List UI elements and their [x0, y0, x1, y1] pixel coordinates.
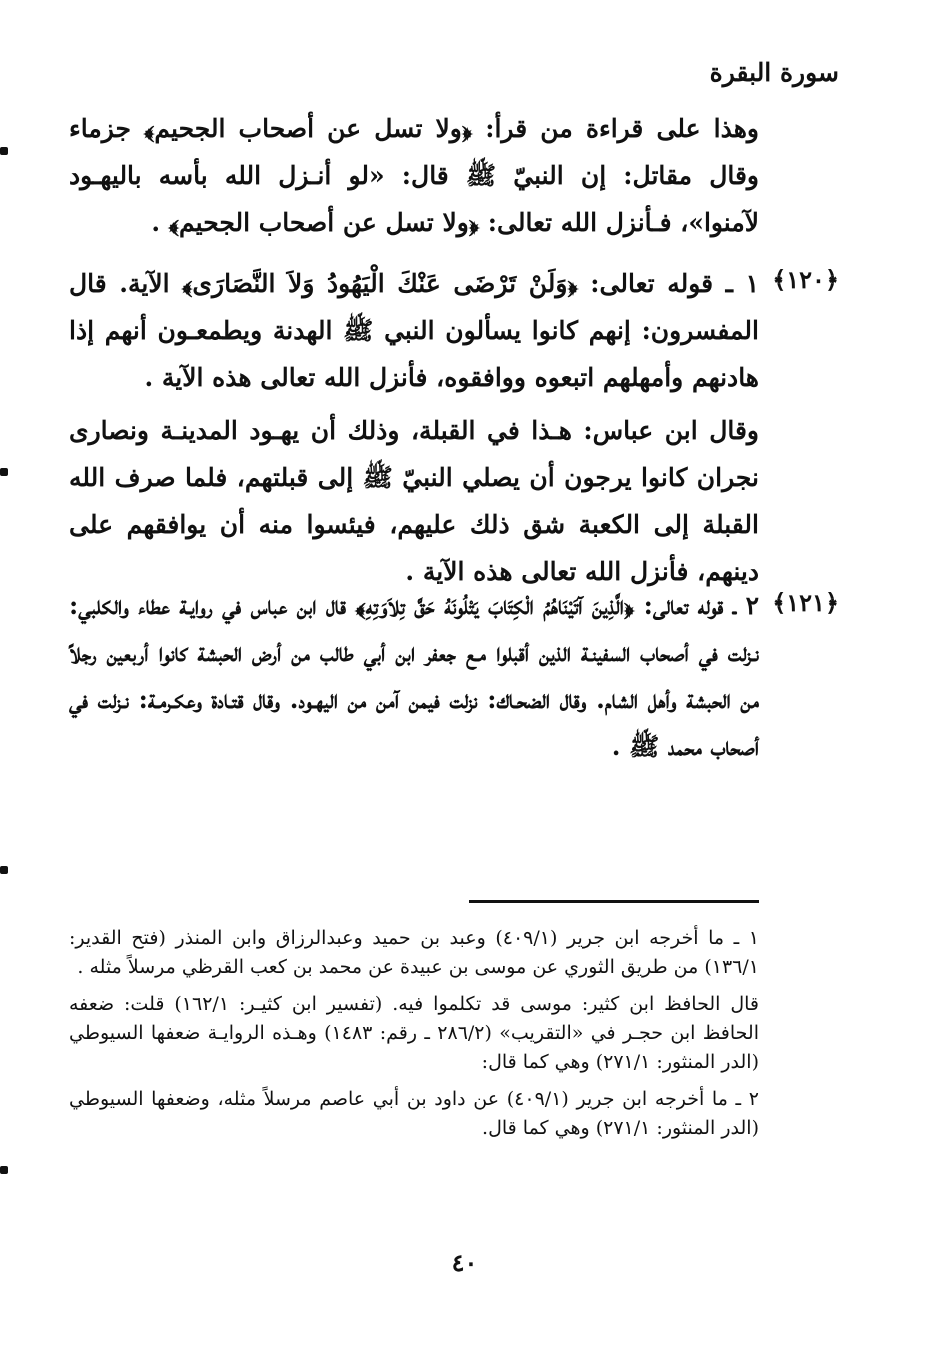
- footnote-divider: [469, 900, 759, 903]
- footnote: قال الحافظ ابن كثير: موسى قد تكلموا فيه. (تفسير ابن كثيـر: ١٦٢/١) قلت: ضعفه الحافظ ابن حجـر في «التقريب» (٢٨٦/٢ ـ رقم: ١٤٨٣) وهـذه الروايـة ضعفها السيوطي (الدر المنثور: ٢٧١/١) وهي كما قال:: [69, 993, 760, 1073]
- margin-mark: [0, 147, 8, 155]
- verse-paragraph: ٢ ـ قوله تعالى: ﴿الَّذِينَ آتَيْنَاهُمُ الْكِتَابَ يَتْلُونَهُ حَقَّ تِلاَوَتِهِ﴾ قال ابن عباس في روايـة عطاء والكلبي: نـزلت في أصحاب السفينـة الذين أقبلوا مـع جعفر ابن أبي طالب من أرض الحبشة كانوا أربعين رجلاً من الحبشة وأهل الشام. وقال الضحـاك: نزلت فيمن آمن من اليهـود. وقال قتـادة وعكـرمـة: نـزلت في أصحاب محمد ﷺ .: [69, 591, 759, 761]
- margin-mark: [0, 1166, 8, 1174]
- verse-number: ﴿١٢٠﴾: [772, 265, 839, 294]
- verse-paragraph: وقال ابن عباس: هـذا في القبلة، وذلك أن يهـود المدينـة ونصارى نجران كانوا يرجون أن يصلي النبيّ ﷺ إلى قبلتهم، فلما صرف الله القبلة إلى الكعبة شق ذلك عليهم، فيئسوا منه أن يوافقهم على دينهم، فأنزل الله تعالى هذه الآية .: [69, 416, 759, 586]
- margin-mark: [0, 866, 8, 874]
- intro-paragraph: وهذا على قراءة من قرأ: ﴿ولا تسل عن أصحاب الجحيم﴾ جزماء وقال مقاتل: إن النبيّ ﷺ قال: «لو أنـزل الله بأسه باليهـود لآمنوا»، فـأنزل الله تعالى: ﴿ولا تسل عن أصحاب الجحيم﴾ .: [69, 114, 759, 237]
- surah-title: سورة البقرة: [709, 58, 839, 87]
- verse-block-120: [69, 260, 759, 601]
- intro-block: [69, 105, 759, 252]
- verse-paragraph: ١ ـ قوله تعالى: ﴿وَلَنْ تَرْضَى عَنْكَ الْيَهُودُ وَلاَ النَّصَارَى﴾ الآية. قال المفسرون: إنهم كانوا يسألون النبي ﷺ الهدنة ويطمعـون أنهم إذا هادنهم وأمهلهم اتبعوه ووافقوه، فأنزل الله تعالى هذه الآية .: [69, 269, 759, 392]
- verse-number: ﴿١٢١﴾: [772, 588, 839, 617]
- verse-block-121: [69, 582, 759, 776]
- footnotes: [69, 924, 759, 1151]
- footnote: ١ ـ ما أخرجه ابن جرير (٤٠٩/١) وعبد بن حميد وعبدالرزاق وابن المنذر (فتح القدير: ١٣٦/١) من طريق الثوري عن موسى بن عبيدة عن محمد بن كعب القرظي مرسلاً مثله .: [69, 927, 759, 978]
- margin-mark: [0, 468, 8, 476]
- page-number: ٤٠: [451, 1248, 478, 1277]
- footnote: ٢ ـ ما أخرجه ابن جرير (٤٠٩/١) عن داود بن أبي عاصم مرسلاً مثله، وضعفها السيوطي (الدر المنثور: ٢٧١/١) وهي كما قال.: [69, 1088, 759, 1139]
